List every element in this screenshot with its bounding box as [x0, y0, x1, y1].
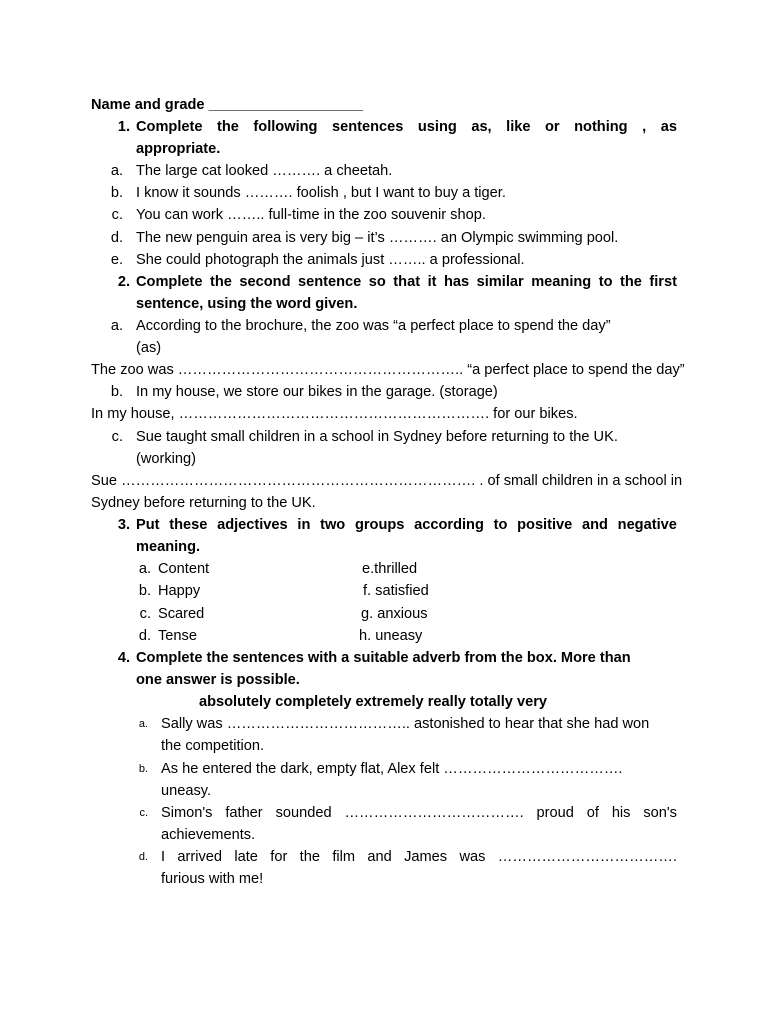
word: sentences: [331, 119, 404, 135]
question-1-instruction-cont: appropriate.: [136, 141, 221, 157]
q4-item-letter: c.: [139, 807, 148, 819]
word: and: [367, 849, 392, 865]
question-3-number: 3.: [117, 517, 130, 533]
q2-item-letter: b.: [110, 384, 123, 400]
word: negative: [617, 517, 677, 533]
q3-adjective-letter: a.: [138, 561, 151, 577]
word: first: [649, 274, 677, 290]
q2c-answer-line-cont: Sydney before returning to the UK.: [91, 495, 316, 511]
word: James: [404, 849, 448, 865]
word: two: [320, 517, 346, 533]
q3-adjective: Happy: [158, 583, 201, 599]
word: arrived: [177, 849, 223, 865]
q2-item-letter: a.: [110, 318, 123, 334]
word: was: [459, 849, 486, 865]
word: sentence: [297, 274, 362, 290]
word: so: [368, 274, 386, 290]
question-1-number: 1.: [117, 119, 130, 135]
word: and: [581, 517, 608, 533]
word: the: [299, 849, 320, 865]
q4-item-letter: b.: [138, 763, 148, 775]
word: as: [660, 119, 677, 135]
word: as,: [471, 119, 492, 135]
word: the: [217, 119, 239, 135]
question-4-instruction: Complete the sentences with a suitable adverb from the box. More than: [136, 650, 631, 666]
q1-item-letter: c.: [111, 207, 123, 223]
q3-adjective: Tense: [158, 628, 197, 644]
q4-item-text-cont: achievements.: [161, 827, 256, 843]
q1-item-letter: e.: [110, 252, 123, 268]
word: like: [506, 119, 531, 135]
word: it: [427, 274, 437, 290]
word: Complete: [136, 119, 203, 135]
q1-item-letter: a.: [110, 163, 123, 179]
q1-item-text: She could photograph the animals just …….. a professional.: [136, 252, 525, 268]
word: ,: [642, 119, 647, 135]
q1-item-letter: d.: [110, 230, 123, 246]
word: that: [393, 274, 421, 290]
q2c-answer-line: Sue ………………………………………………………………. . of small children in a school in: [91, 473, 683, 489]
q4-item-text-cont: furious with me!: [161, 871, 264, 887]
question-3-instruction-cont: meaning.: [136, 539, 201, 555]
q1-item-text: The large cat looked ………. a cheetah.: [136, 163, 393, 179]
q3-adjective: f. satisfied: [363, 583, 429, 599]
word: to: [598, 274, 613, 290]
q4-item-letter: d.: [138, 851, 148, 863]
word: positive: [517, 517, 573, 533]
q3-adjective: e.thrilled: [362, 561, 418, 577]
name-and-grade-field: Name and grade ___________________: [91, 97, 363, 113]
word: Put: [136, 517, 160, 533]
word: for: [270, 849, 288, 865]
q4-item-text: [161, 804, 677, 822]
q1-item-text: I know it sounds ………. foolish , but I want to buy a tiger.: [136, 185, 506, 201]
q1-item-text: The new penguin area is very big – it’s ………. an Olympic swimming pool.: [136, 230, 619, 246]
word: the: [620, 274, 642, 290]
word: second: [239, 274, 291, 290]
word: or: [545, 119, 560, 135]
word: sounded: [275, 805, 332, 821]
word: his: [611, 805, 631, 821]
word: son's: [643, 805, 677, 821]
question-3-instruction: [136, 516, 677, 534]
word: groups: [354, 517, 405, 533]
word: late: [234, 849, 258, 865]
word: the: [210, 274, 232, 290]
word: Simon's: [161, 805, 213, 821]
q1-item-letter: b.: [110, 185, 123, 201]
word: meaning: [531, 274, 592, 290]
question-2-instruction-cont: sentence, using the word given.: [136, 296, 358, 312]
word: proud: [536, 805, 574, 821]
q4-item-letter: a.: [138, 718, 148, 730]
word: to: [493, 517, 508, 533]
word: has: [443, 274, 470, 290]
question-1-instruction: [136, 118, 677, 136]
word: I: [161, 849, 166, 865]
q2c-sentence: Sue taught small children in a school in Sydney before returning to the UK.: [136, 429, 618, 445]
word: nothing: [574, 119, 628, 135]
word: according: [414, 517, 484, 533]
q2a-sentence: According to the brochure, the zoo was “a perfect place to spend the day”: [136, 318, 611, 334]
q2b-sentence: In my house, we store our bikes in the garage. (storage): [136, 384, 498, 400]
adverb-word-box: absolutely completely extremely really totally very: [199, 694, 547, 710]
word: father: [225, 805, 263, 821]
word: these: [169, 517, 208, 533]
q2a-word-given: (as): [136, 340, 162, 356]
q3-adjective-letter: d.: [138, 628, 151, 644]
word: adjectives: [217, 517, 288, 533]
q3-adjective: h. uneasy: [359, 628, 423, 644]
q4-item-text-cont: the competition.: [161, 738, 265, 754]
q2a-answer-line: The zoo was ………………………………………………….. “a perfect place to spend the day”: [91, 362, 685, 378]
word: in: [297, 517, 311, 533]
word: similar: [476, 274, 524, 290]
q3-adjective: g. anxious: [361, 606, 428, 622]
q4-item-text-cont: uneasy.: [161, 783, 212, 799]
q1-item-text: You can work …….. full-time in the zoo souvenir shop.: [136, 207, 486, 223]
word: of: [586, 805, 599, 821]
word: following: [253, 119, 318, 135]
q4-item-text: As he entered the dark, empty flat, Alex felt ……………………………….: [161, 761, 623, 777]
q2b-answer-line: In my house, ………………………………………………………. for our bikes.: [91, 406, 578, 422]
q3-adjective-letter: b.: [138, 583, 151, 599]
q4-item-text: Sally was ……………………………….. astonished to hear that she had won: [161, 716, 650, 732]
word: film: [332, 849, 356, 865]
q4-item-text: [161, 848, 677, 866]
q3-adjective: Content: [158, 561, 210, 577]
question-4-instruction-cont: one answer is possible.: [136, 672, 300, 688]
word: ……………………………….: [497, 849, 677, 865]
q2-item-letter: c.: [111, 429, 123, 445]
q2c-word-given: (working): [136, 451, 197, 467]
q3-adjective: Scared: [158, 606, 205, 622]
question-4-number: 4.: [117, 650, 130, 666]
q3-adjective-letter: c.: [139, 606, 151, 622]
word: Complete: [136, 274, 203, 290]
word: ……………………………….: [344, 805, 524, 821]
question-2-instruction: [136, 273, 677, 291]
word: using: [417, 119, 457, 135]
question-2-number: 2.: [117, 274, 130, 290]
